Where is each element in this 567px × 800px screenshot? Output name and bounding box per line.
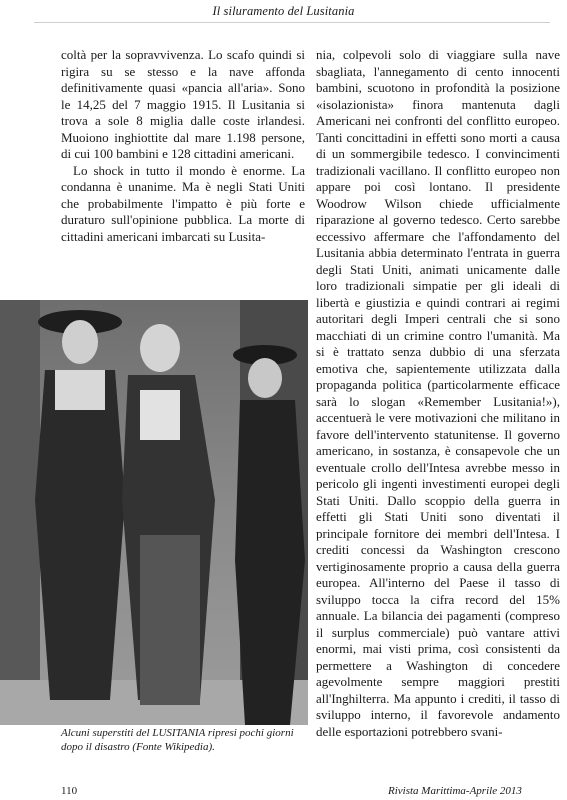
right-column (316, 47, 560, 740)
left-paragraph-1: coltà per la sopravvivenza. Lo scafo quindi si rigira su se stesso e la nave affonda definitivamente quasi «pancia all'aria». Sono le 14,25 del 7 maggio 1915. Il Lusitania si trova a sole 8 miglia dalle coste irlandesi. Muoiono inghiottite dal mare 1.198 persone, di cui 100 bambini e 128 cittadini americani. (61, 47, 305, 161)
running-header: Il siluramento del Lusitania (212, 4, 355, 18)
survivors-photo (0, 300, 308, 725)
journal-footer: Rivista Marittima-Aprile 2013 (388, 785, 522, 797)
header-divider (34, 22, 550, 23)
left-column (61, 47, 305, 245)
page-number: 110 (61, 785, 78, 797)
photo-caption: Alcuni superstiti del LUSITANIA ripresi pochi giorni dopo il disastro (Fonte Wikipedia). (61, 727, 294, 753)
right-paragraph-1: nia, colpevoli solo di viaggiare sulla nave sbagliata, l'annegamento di cento innocenti bambini, scuotono in profondità la posizione «isolazionista» finora mantenuta dagli Americani nei confronti del conflitto europeo. Tanti concittadini in effetti sono morti a causa di un sommergibile tedesco. I convincimenti tradizionali vacillano. Il conflitto europeo non appare poi così lontano. Il presidente Woodrow Wilson chiede ufficialmente riparazione al governo tedesco. Certo sarebbe eccessivo affermare che l'affondamento del Lusitania abbia determinato l'entrata in guerra degli Stati Uniti, animati unicamente dalle loro tradizionali simpatie per gli ideali di libertà e giustizia e quindi contrari ai regimi autoritari degli Imperi centrali che si sono macchiati di un crimine contro l'umanità. Ma si è trattato senza dubbio di una sferzata emotiva che, sapientemente utilizzata dalla propaganda politica (particolarmente efficace sarà lo slogan «Remember Lusitania!»), accentuerà le vere motivazioni che militano in favore dell'intervento statunitense. Il governo americano, in sostanza, è consapevole che un eventuale crollo dell'Intesa avrebbe messo in pericolo gli ingenti investimenti europei degli Stati Uniti. Dallo scoppio della guerra in effetti gli Stati Uniti sono diventati il principale fornitore dei membri dell'Intesa. I crediti concessi da Washington crescono vertiginosamente proprio a causa della guerra europea. All'interno del Paese il tasso di sviluppo tocca la cifra record del 15% annuale. La bilancia dei pagamenti (compreso il surplus commerciale) può vantare attivi enormi, mai visti prima, così consistenti da permettere a Washington di concedere agevolmente sempre maggiori prestiti all'Inghilterra. Ma appunto i crediti, il tasso di sviluppo interno, il favorevole andamento delle esportazioni potrebbero svani- (316, 47, 560, 739)
left-paragraph-2: Lo shock in tutto il mondo è enorme. La condanna è unanime. Ma è negli Stati Uniti che probabilmente l'impatto è più forte e duraturo sull'opinione pubblica. La morte di cittadini americani imbarcati su Lusita- (61, 162, 305, 244)
